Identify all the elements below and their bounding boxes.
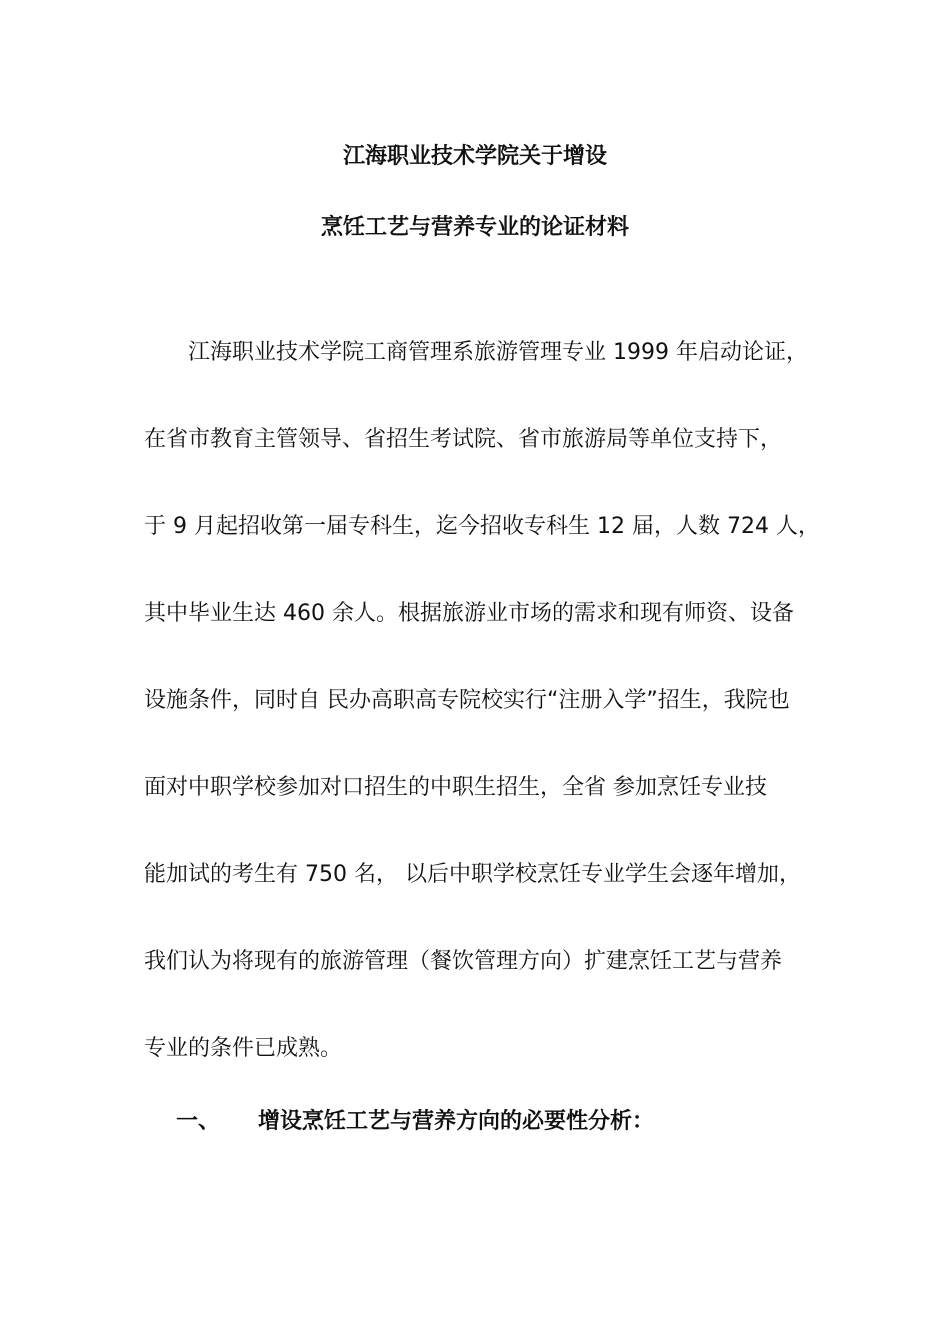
paragraph-line: 其中毕业生达 460 余人。根据旅游业市场的需求和现有师资、设备 — [144, 601, 794, 626]
section-heading-number: 一、 — [176, 1109, 221, 1134]
paragraph-line: 专业的条件已成熟。 — [144, 1036, 343, 1061]
section-heading-text: 增设烹饪工艺与营养方向的必要性分析： — [258, 1109, 655, 1134]
paragraph-line: 于 9 月起招收第一届专科生，迄今招收专科生 12 届，人数 724 人， — [144, 514, 820, 539]
body-paragraph — [144, 320, 824, 1103]
paragraph-line: 面对中职学校参加对口招生的中职生招生，全省 参加烹饪专业技 — [144, 775, 767, 800]
document-title-line-1: 江海职业技术学院关于增设 — [342, 144, 607, 169]
paragraph-line: 能加试的考生有 750 名， 以后中职学校烹饪专业学生会逐年增加， — [144, 862, 801, 887]
document-title-line-2: 烹饪工艺与营养专业的论证材料 — [320, 215, 629, 240]
paragraph-line: 在省市教育主管领导、省招生考试院、省市旅游局等单位支持下， — [144, 427, 783, 452]
paragraph-line: 设施条件，同时自 民办高职高专院校实行“注册入学”招生，我院也 — [144, 688, 790, 713]
section-heading — [176, 1100, 654, 1144]
paragraph-line: 我们认为将现有的旅游管理（餐饮管理方向）扩建烹饪工艺与营养 — [144, 949, 783, 974]
paragraph-line: 江海职业技术学院工商管理系旅游管理专业 1999 年启动论证， — [188, 340, 808, 365]
